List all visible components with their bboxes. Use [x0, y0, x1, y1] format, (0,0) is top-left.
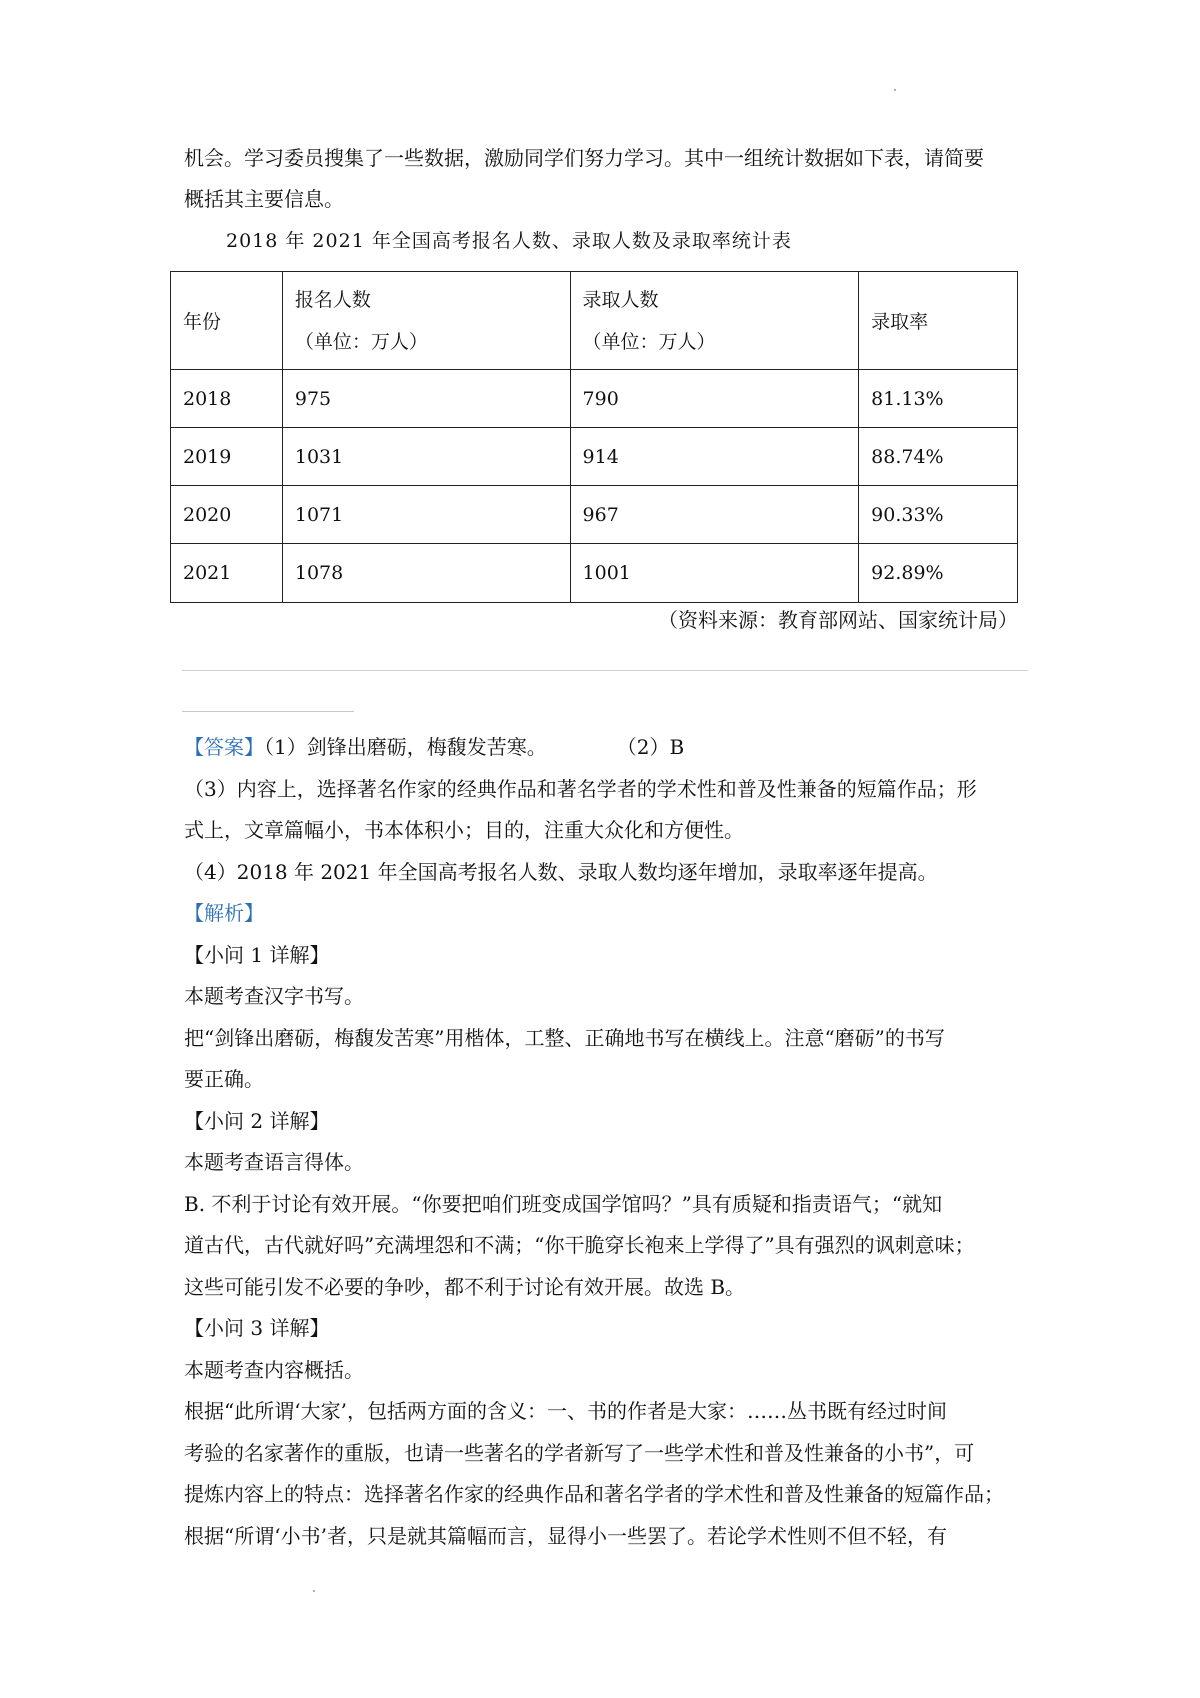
cell-year: 2021: [171, 544, 283, 603]
analysis-line: 【小问 2 详解】: [184, 1108, 330, 1133]
answer-line-2: （3）内容上，选择著名作家的经典作品和著名学者的学术性和普及性兼备的短篇作品；形: [184, 776, 977, 801]
analysis-line: 本题考查内容概括。: [184, 1357, 364, 1382]
header-applicants-label: 报名人数: [294, 288, 371, 311]
analysis-line: 把“剑锋出磨砺，梅馥发苦寒”用楷体，工整、正确地书写在横线上。注意“磨砺”的书写: [184, 1025, 945, 1050]
header-applicants-unit: （单位：万人）: [294, 330, 428, 353]
table-row: [171, 370, 1018, 428]
cell-admitted: 790: [570, 370, 859, 428]
analysis-line: 要正确。: [184, 1067, 264, 1091]
table-source: （资料来源：教育部网站、国家统计局）: [658, 608, 1018, 632]
cell-year: 2018: [171, 370, 283, 428]
analysis-line: 本题考查汉字书写。: [184, 984, 364, 1008]
header-admitted: [570, 272, 859, 370]
answer-part-1: （1）剑锋出磨砺，梅馥发苦寒。: [264, 735, 547, 759]
cell-applicants: 1071: [282, 486, 570, 544]
table-row: [171, 486, 1018, 544]
table-title: 2018 年 2021 年全国高考报名人数、录取人数及录取率统计表: [226, 230, 792, 252]
cell-admitted: 1001: [570, 544, 859, 603]
analysis-line: 本题考查语言得体。: [184, 1150, 364, 1174]
analysis-line: 根据“此所谓‘大家’，包括两方面的含义：一、书的作者是大家：……丛书既有经过时间: [184, 1399, 947, 1423]
answer-section: [184, 727, 1036, 1557]
analysis-line: 考验的名家著作的重版，也请一些著名的学者新写了一些学术性和普及性兼备的小书”，可: [184, 1440, 975, 1465]
cell-applicants: 1078: [282, 544, 570, 603]
cell-rate: 92.89%: [859, 544, 1018, 603]
corner-dot-bottom: [313, 1590, 315, 1592]
answer-line-3: 式上，文章篇幅小，书本体积小；目的，注重大众化和方便性。: [184, 818, 744, 842]
corner-dot-top: [894, 89, 896, 91]
cell-year: 2019: [171, 428, 283, 486]
header-rate: 录取率: [859, 272, 1018, 370]
header-admitted-label: 录取人数: [582, 288, 659, 311]
intro-line-2: 概括其主要信息。: [184, 187, 344, 211]
footnote-divider: [182, 711, 354, 712]
analysis-line: 提炼内容上的特点：选择著名作家的经典作品和著名学者的学术性和普及性兼备的短篇作品；: [184, 1482, 1004, 1506]
cell-admitted: 967: [570, 486, 859, 544]
analysis-line: 【小问 1 详解】: [184, 942, 330, 967]
analysis-line: 根据“所谓‘小书’者，只是就其篇幅而言，显得小一些罢了。若论学术性则不但不轻，有: [184, 1523, 947, 1548]
analysis-line: 【小问 3 详解】: [184, 1316, 330, 1340]
answer-line-4: （4）2018 年 2021 年全国高考报名人数、录取人数均逐年增加，录取率逐年提高。: [184, 859, 938, 884]
table-row: [171, 428, 1018, 486]
answer-label: 【答案】: [184, 735, 264, 759]
statistics-table: [170, 271, 1018, 603]
cell-applicants: 1031: [282, 428, 570, 486]
analysis-line: B. 不利于讨论有效开展。“你要把咱们班变成国学馆吗？”具有质疑和指责语气；“就知: [184, 1191, 943, 1216]
header-applicants: [282, 272, 570, 370]
cell-applicants: 975: [282, 370, 570, 428]
cell-year: 2020: [171, 486, 283, 544]
cell-admitted: 914: [570, 428, 859, 486]
analysis-line: 这些可能引发不必要的争吵，都不利于讨论有效开展。故选 B。: [184, 1274, 746, 1299]
analysis-label: 【解析】: [184, 901, 264, 925]
cell-rate: 90.33%: [859, 486, 1018, 544]
table-row: [171, 544, 1018, 603]
section-divider: [182, 670, 1028, 671]
intro-line-1: 机会。学习委员搜集了一些数据，激励同学们努力学习。其中一组统计数据如下表，请简要: [184, 146, 984, 170]
answer-part-2: （2）B: [616, 735, 685, 759]
header-admitted-unit: （单位：万人）: [582, 330, 716, 353]
answer-line-1: [184, 727, 1036, 769]
table-header-row: [171, 272, 1018, 370]
header-year: 年份: [171, 272, 283, 370]
cell-rate: 88.74%: [859, 428, 1018, 486]
analysis-line: 道古代，古代就好吗”充满埋怨和不满；“你干脆穿长袍来上学得了”具有强烈的讽刺意味；: [184, 1233, 975, 1257]
cell-rate: 81.13%: [859, 370, 1018, 428]
